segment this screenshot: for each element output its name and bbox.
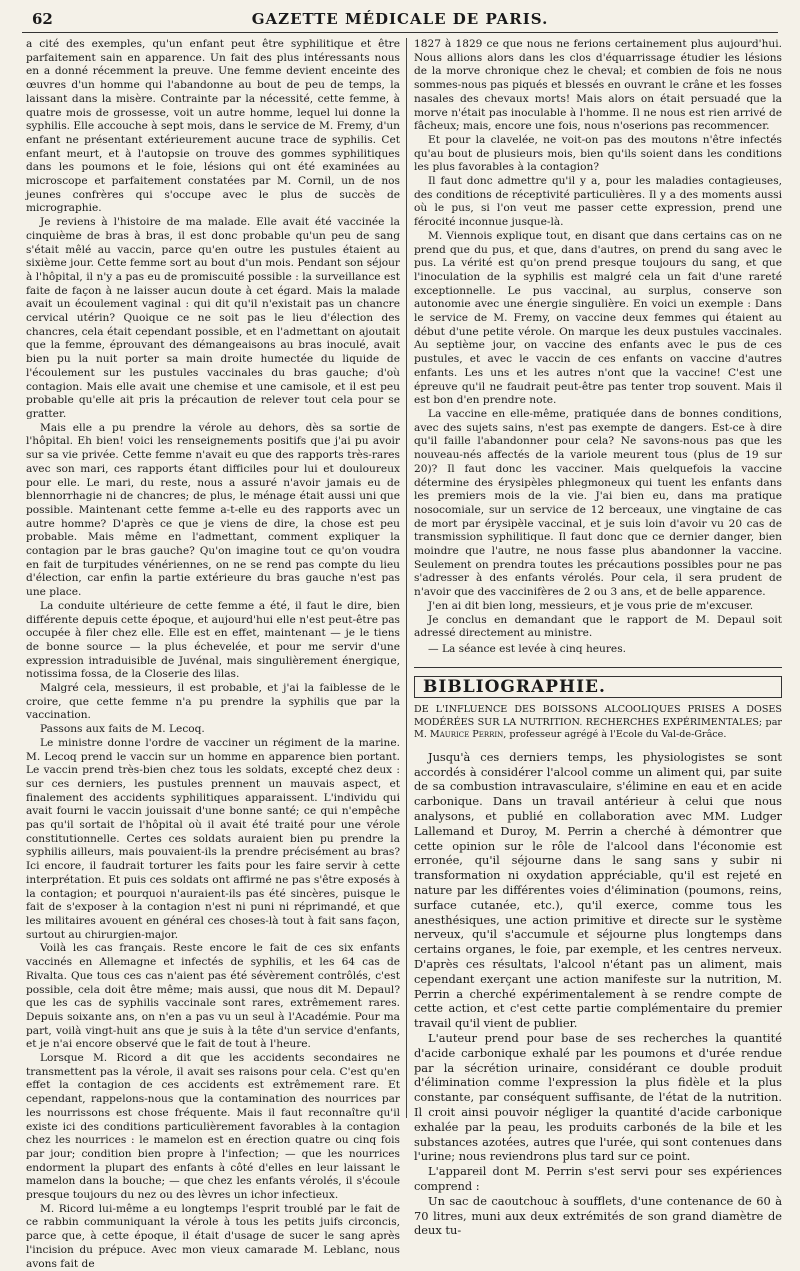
page-header	[22, 6, 778, 33]
paragraph: Lorsque M. Ricord a dit que les accidents secondaires ne transmettent pas la vérole, il avait ses raisons pour cela. C'est qu'en effet la contagion de ces accidents est extrêmement rare. Et cependant, rappelons-nous que la contamination des nourrices par les nourrissons est chose fréquente. Mais il faut reconnaître qu'il existe ici des conditions particulièrement favorables à la contagion chez les nourrices : le mamelon est en érection quatre ou cinq fois par jour; condition bien propre à l'infection; — que les nourrices endorment la plupart des enfants à côté d'elles en leur laissant le mamelon dans la bouche; — que chez les enfants vérolés, il s'écoule presque toujours du nez ou des lèvres un ichor infectieux.	[26, 1052, 400, 1202]
left-column	[26, 38, 400, 1271]
paragraph: Le ministre donne l'ordre de vacciner un régiment de la marine. M. Lecoq prend le vaccin sur un homme en apparence bien portant. Le vaccin prend très-bien chez tous les soldats, excepté chez deux : sur ces derniers, les pustules prennent un mauvais aspect, et finalement des accidents syphilitiques apparaissent. L'individu qui avait fourni le vaccin jouissait d'une bonne santé; ce qui n'empêche pas qu'il sortait de l'hôpital où il avait été traité pour une vérole constitutionnelle. Certes ces soldats auraient bien pu prendre la syphilis ailleurs, mais pouvaient-ils la prendre précisément au bras? Ici encore, il faudrait torturer les faits pour les faire servir à cette interprétation. Et puis ces soldats ont affirmé ne pas s'être exposés à la contagion; et pourquoi n'auraient-ils pas été sincères, puisque le fait de s'exposer à la contagion n'est ni puni ni réprimandé, et que les militaires avouent en général ces choses-là tout à fait sans façon, surtout au chirurgien-major.	[26, 736, 400, 941]
paragraph: Mais elle a pu prendre la vérole au dehors, dès sa sortie de l'hôpital. Eh bien! voici les renseignements positifs que j'ai pu avoir sur sa vie privée. Cette femme n'avait eu que des rapports très-rares avec son mari, ces rapports étant difficiles pour lui et douloureux pour elle. Le mari, du reste, nous a assuré n'avoir jamais eu de blennorrhagie ni de chancres; de plus, le ménage était aussi uni que possible. Maintenant cette femme a-t-elle eu des rapports avec un autre homme? D'après ce que je viens de dire, la chose est peu probable. Mais même en l'admettant, comment expliquer la contagion par le bras gauche? Qu'on imagine tout ce qu'on voudra en fait de turpitudes vénériennes, on ne se rend pas compte du lieu d'élection, car enfin la partie extérieure du bras gauche n'est pas une place.	[26, 421, 400, 599]
bib-title-line2: SUR LA NUTRITION. RECHERCHES EXPÉRIMENTALES; par	[477, 716, 782, 728]
bibliography-heading: BIBLIOGRAPHIE.	[414, 676, 782, 699]
paragraph: 1827 à 1829 ce que nous ne ferions certainement plus aujourd'hui. Nous allions alors dans les clos d'équarrissage étudier les lésions de la morve chronique chez le cheval; et combien de fois ne nous sommes-nous pas piqués et blessés en ouvrant le crâne et les fosses nasales des chevaux morts! Mais alors on était persuadé que la morve n'était pas inoculable à l'homme. Il ne nous est rien arrivé de fâcheux; mais, encore une fois, nous n'oserions pas recommencer.	[414, 38, 782, 133]
paragraph: M. Viennois explique tout, en disant que dans certains cas on ne prend que du pus, et que, dans d'autres, on prend du sang avec le pus. La vérité est qu'on prend presque toujours du sang, et que l'inoculation de la syphilis est malgré cela un fait d'une rareté exceptionnelle. Le pus vaccinal, au surplus, conserve son autonomie avec une énergie singulière. En voici un exemple : Dans le service de M. Fremy, on vaccine deux femmes qui étaient au début d'une petite vérole. On marque les deux pustules vaccinales. Au septième jour, on vaccine des enfants avec le pus de ces pustules, et avec le vaccin de ces enfants on vaccine d'autres enfants. Les uns et les autres n'ont que la vaccine! C'est une épreuve qu'il ne faudrait peut-être pas tenter trop souvent. Mais il est bon d'en prendre note.	[414, 229, 782, 407]
bib-title-line1: DE L'INFLUENCE DES BOISSONS ALCOOLIQUES PRISES A DOSES MODÉRÉES	[414, 704, 782, 728]
bibliography-body	[414, 750, 782, 1238]
paragraph: La conduite ultérieure de cette femme a été, il faut le dire, bien différente depuis cette époque, et aujourd'hui elle n'est peut-être pas occupée à filer chez elle. Elle est en effet, maintenant — je le tiens de bonne source — la plus échevelée, et pour me servir d'une expression intraduisible de Juvénal, mais singulièrement énergique, notissima fossa, de la Closerie des lilas.	[26, 599, 400, 681]
paragraph: Je reviens à l'histoire de ma malade. Elle avait été vaccinée la cinquième de bras à bras, il est donc probable qu'un peu de sang s'était mêlé au vaccin, parce qu'en outre les pustules étaient au sixième jour. Cette femme sort au bout d'un mois. Pendant son séjour à l'hôpital, il n'y a pas eu de promiscuité possible : la surveillance est faite de façon à ne laisser aucun doute à cet égard. Mais la malade avait un écoulement vaginal : qui dit qu'il n'existait pas un chancre cervical utérin? Quoique ce ne soit pas le lieu d'élection des chancres, cela était cependant possible, et en l'admettant on ajoutait que la femme, éprouvant des démangeaisons au bras inoculé, avait bien pu la nuit porter sa main droite humectée du liquide de l'écoulement sur les pustules vaccinales du bras gauche; d'où contagion. Mais elle avait une chemise et une camisole, et il est peu probable qu'elle ait pris la précaution de relever tout cela pour se gratter.	[26, 216, 400, 420]
paragraph: Voilà les cas français. Reste encore le fait de ces six enfants vaccinés en Allemagne et infectés de syphilis, et les 64 cas de Rivalta. Que tous ces cas n'aient pas été sévèrement contrôlés, c'est possible, cela doit être même; mais aussi, que nous dit M. Depaul? que les cas de syphilis vaccinale sont rares, extrêmement rares. Depuis soixante ans, on n'en a pas vu un seul à l'Académie. Pour ma part, voilà vingt-huit ans que je suis à la tête d'un service d'enfants, et je n'ai encore observé que le fait de tout à l'heure.	[26, 942, 400, 1051]
paragraph: La vaccine en elle-même, pratiquée dans de bonnes conditions, avec des sujets sains, n'est pas exempte de dangers. Est-ce à dire qu'il faille l'abandonner pour cela? Ne savons-nous pas que les nouveau-nés affectés de la variole meurent tous (plus de 19 sur 20)? Il faut donc les vacciner. Mais quelquefois la vaccine détermine des érysipèles phlegmoneux qui tuent les enfants dans les premiers mois de la vie. J'ai bien eu, dans ma pratique nosocomiale, sur un service de 12 berceaux, une vingtaine de cas de mort par érysipèle vaccinal, et je suis loin d'avoir vu 20 cas de transmission syphilitique. Il faut donc que ce dernier danger, bien moindre que l'autre, ne nous fasse plus abandonner la vaccine. Seulement on prendra toutes les précautions possibles pour ne pas s'adresser à des enfants vérolés. Pour cela, il sera prudent de n'avoir que des vaccinifères de 2 ou 3 ans, et de belle apparence.	[414, 407, 782, 599]
paragraph: Un sac de caoutchouc à soufflets, d'une contenance de 60 à 70 litres, muni aux deux extrémités de son grand diamètre de deux tu-	[414, 1193, 782, 1238]
section-separator	[414, 667, 782, 668]
paragraph: L'auteur prend pour base de ses recherches la quantité d'acide carbonique exhalé par les poumons et d'urée rendue par la sécrétion urinaire, considérant ce double produit d'élimination comme l'expression la plus fidèle et la plus constante, par conséquent suffisante, de l'état de la nutrition. Il croit ainsi pouvoir négliger la quantité d'acide carbonique exhalée par la peau, les produits carbonés de la bile et les substances azotées, autres que l'urée, qui sont contenues dans l'urine; nous reviendrons plus tard sur ce point.	[414, 1030, 782, 1164]
paragraph: J'en ai dit bien long, messieurs, et je vous prie de m'excuser.	[428, 599, 754, 612]
paragraph: Passons aux faits de M. Lecoq.	[40, 723, 205, 736]
journal-title: GAZETTE MÉDICALE DE PARIS.	[251, 10, 549, 28]
bib-author: M. Maurice Perrin	[414, 729, 504, 741]
paragraph: L'appareil dont M. Perrin s'est servi pour ses expériences comprend :	[414, 1164, 782, 1193]
bib-author-role: , professeur agrégé à l'Ecole du Val-de-Grâce.	[503, 729, 727, 741]
paragraph: M. Ricord lui-même a eu longtemps l'esprit troublé par le fait de ce rabbin communiquant la vérole à tous les petits juifs circoncis, parce que, à cette époque, il était d'usage de sucer le sang après l'incision du prépuce. Avec mon vieux camarade M. Leblanc, nous avons fait de	[26, 1202, 400, 1270]
session-closing: — La séance est levée à cinq heures.	[428, 642, 627, 655]
bibliography-subtitle	[414, 704, 782, 742]
column-divider	[406, 38, 407, 1118]
paragraph: Malgré cela, messieurs, il est probable, et j'ai la faiblesse de le croire, que cette femme n'a pu prendre la syphilis que par la vaccination.	[26, 682, 400, 722]
paragraph: Il faut donc admettre qu'il y a, pour les maladies contagieuses, des conditions de réceptivité particulières. Il y a des moments aussi où le pus, si l'on veut me passer cette expression, prend une férocité inconnue jusque-là.	[414, 175, 782, 229]
page-number: 62	[32, 10, 53, 28]
paragraph: Jusqu'à ces derniers temps, les physiologistes se sont accordés à considérer l'alcool comme un aliment qui, par suite de sa combustion intravasculaire, s'élimine en eau et en acide carbonique. Dans un travail antérieur à celui que nous analysons, et publié en collaboration avec MM. Ludger Lallemand et Duroy, M. Perrin a cherché à démontrer que cette opinion sur le rôle de l'alcool dans l'économie est erronée, qu'il séjourne dans le sang sans y subir ni transformation ni oxydation appréciable, qu'il est rejeté en nature par les différentes voies d'élimination (poumons, reins, surface cutanée, etc.), qu'il exerce, comme tous les anesthésiques, une action primitive et directe sur le système nerveux, qu'il s'accumule et séjourne plus longtemps dans certains organes, le foie, par exemple, et les centres nerveux. D'après ces résultats, l'alcool n'étant pas un aliment, mais cependant exerçant une action manifeste sur la nutrition, M. Perrin a cherché expérimentalement à se rendre compte de cette action, et c'est cette partie complémentaire du premier travail qu'il vient de publier.	[414, 749, 782, 1031]
paragraph: Et pour la clavelée, ne voit-on pas des moutons n'être infectés qu'au bout de plusieurs mois, bien qu'ils soient dans les conditions les plus favorables à la contagion?	[414, 133, 782, 174]
paragraph: a cité des exemples, qu'un enfant peut être syphilitique et être parfaitement sain en apparence. Un fait des plus intéressants nous en a donné récemment la preuve. Une femme devient enceinte des œuvres d'un homme qui l'abandonne au bout de peu de temps, la laissant dans la misère. Contrainte par la nécessité, cette femme, à quatre mois de grossesse, voit un autre homme, lequel lui donne la syphilis. Elle accouche à sept mois, dans le service de M. Fremy, d'un enfant ne présentant extérieurement aucune trace de syphilis. Cet enfant meurt, et à l'autopsie on trouve des gommes syphilitiques dans les poumons et le foie, lésions qui ont été examinées au microscope et parfaitement constatées par M. Cornil, un de nos jeunes confrères qui s'occupe avec le plus de succès de micrographie.	[26, 38, 400, 215]
paragraph: Je conclus en demandant que le rapport de M. Depaul soit adressé directement au ministre.	[414, 613, 782, 640]
right-column	[414, 38, 782, 1238]
